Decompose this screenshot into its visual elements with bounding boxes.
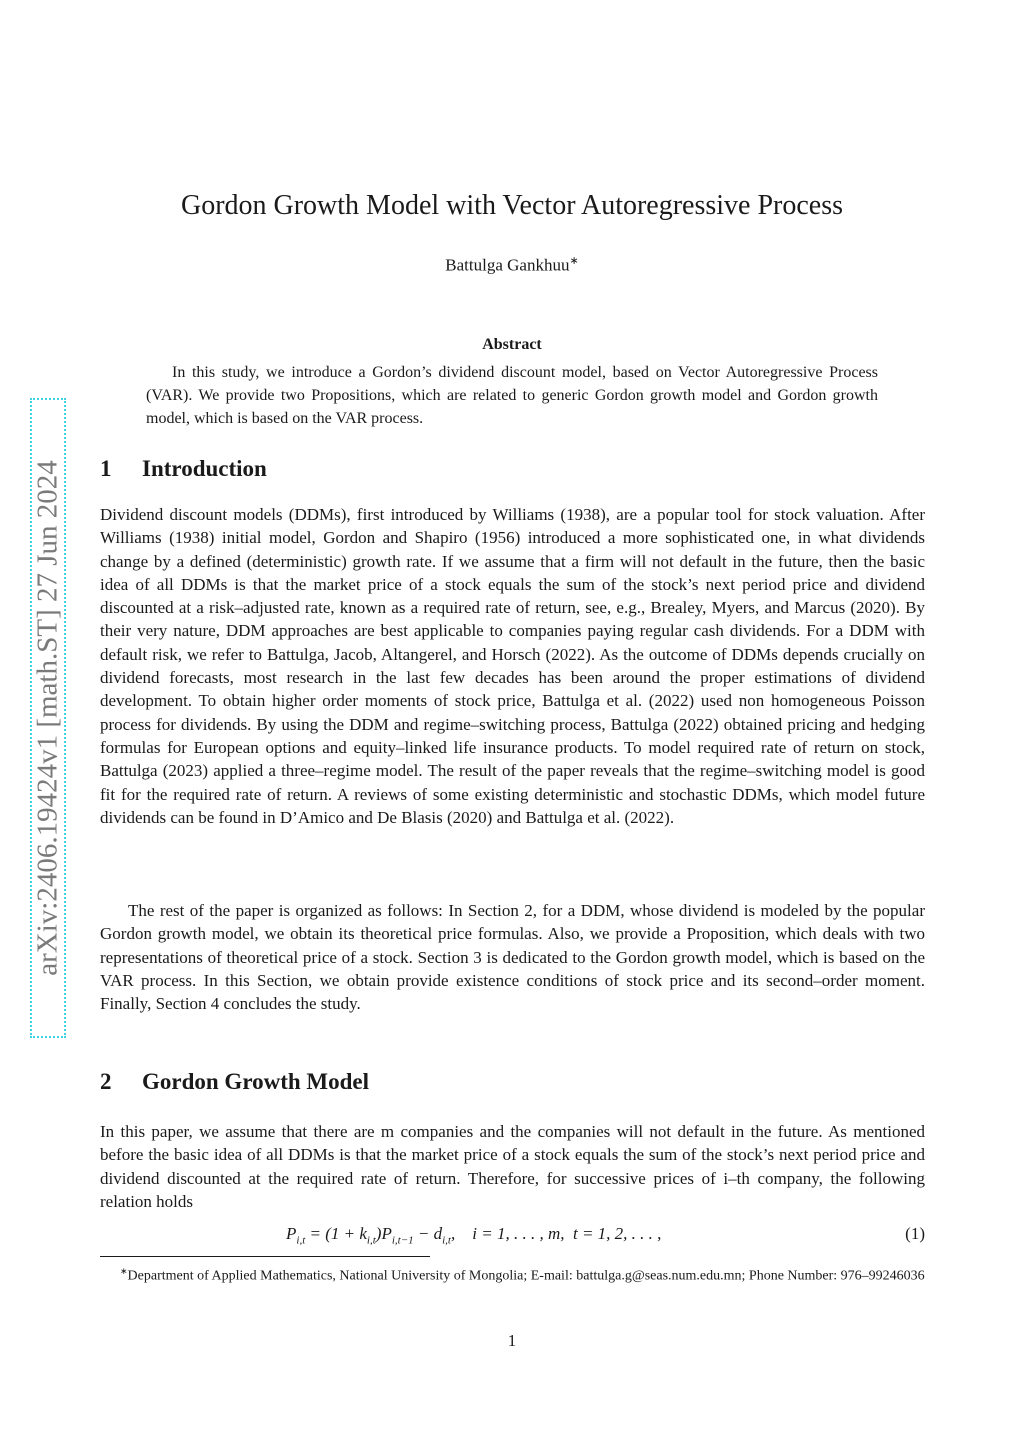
paper-title: Gordon Growth Model with Vector Autoregressive Process [180,190,844,221]
section-number: 2 [100,1069,112,1094]
section2-paragraph-1: In this paper, we assume that there are m companies and the companies will not default in the future. As mentioned before the basic idea of all DDMs is that the market price of a stock equals the sum of the stock’s next period price and dividend discounted at the required rate of return. Therefore, for successive prices of i–th company, the following relation holds [100,1122,925,1211]
footnote [100,1262,925,1286]
section-heading-introduction [100,456,267,482]
arxiv-identifier: arXiv:2406.19424v1 [math.ST] 27 Jun 2024 [31,460,64,976]
page-number: 1 [507,1331,517,1350]
section-title: Gordon Growth Model [142,1069,370,1094]
author-footnote-mark: ∗ [569,255,579,267]
equation-formula: $P_{i,t} = (1 + k_{i,t})P_{i,t-1} - d_{i,t}$, i = 1, . . . , m, t = 1, 2, . . . , [286,1224,662,1247]
abstract-text: In this study, we introduce a Gordon’s dividend discount model, based on Vector Autoregressive Process (VAR). We provide two Propositions, which are related to generic Gordon growth model and Gordon growth model, which is based on the VAR process. [146,364,878,427]
equation-1 [100,1224,925,1248]
section-number: 1 [100,456,112,481]
intro-paragraph-2: The rest of the paper is organized as follows: In Section 2, for a DDM, whose dividend is modeled by the popular Gordon growth model, we obtain its theoretical price formulas. Also, we provide a Proposition, which deals with two representations of theoretical price of a stock. Section 3 is dedicated to the Gordon growth model, which is based on the VAR process. In this Section, we obtain provide existence conditions of stock price and its second–order moment. Finally, Section 4 concludes the study. [100,901,925,1014]
abstract-heading: Abstract [482,336,542,353]
author-line [100,254,924,276]
equation-number: (1) [905,1224,925,1243]
section-heading-gordon-growth-model [100,1069,369,1095]
footnote-mark: ∗ [120,1266,128,1276]
author-name: Battulga Gankhuu [445,255,570,275]
intro-paragraph-1: Dividend discount models (DDMs), first introduced by Williams (1938), are a popular tool for stock valuation. After Williams (1938) initial model, Gordon and Shapiro (1956) introduced a more sophisticated one, in what dividends change by a defined (deterministic) growth rate. If we assume that a firm will not default in the future, then the basic idea of all DDMs is that the market price of a stock equals the sum of the stock’s next period price and dividend discounted at a risk–adjusted rate, known as a required rate of return, see, e.g., Brealey, Myers, and Marcus (2020). By their very nature, DDM approaches are best applicable to companies paying regular cash dividends. For a DDM with default risk, we refer to Battulga, Jacob, Altangerel, and Horsch (2022). As the outcome of DDMs depends crucially on dividend forecasts, most research in the last few decades has been around the proper estimations of dividend development. To obtain higher order moments of stock price, Battulga et al. (2022) used non homogeneous Poisson process for dividends. By using the DDM and regime–switching process, Battulga (2022) obtained pricing and hedging formulas for European options and equity–linked life insurance products. To model required rate of return on stock, Battulga (2023) applied a three–regime model. The result of the paper reveals that the regime–switching model is good fit for the required rate of return. A reviews of some existing deterministic and stochastic DDMs, which model future dividends can be found in D’Amico and De Blasis (2020) and Battulga et al. (2022). [100,505,925,827]
section-title: Introduction [142,456,267,481]
footnote-divider [100,1256,430,1257]
footnote-text: Department of Applied Mathematics, National University of Mongolia; E-mail: battulga.g@seas.num.edu.mn; Phone Number: 976–99246036 [127,1268,925,1284]
